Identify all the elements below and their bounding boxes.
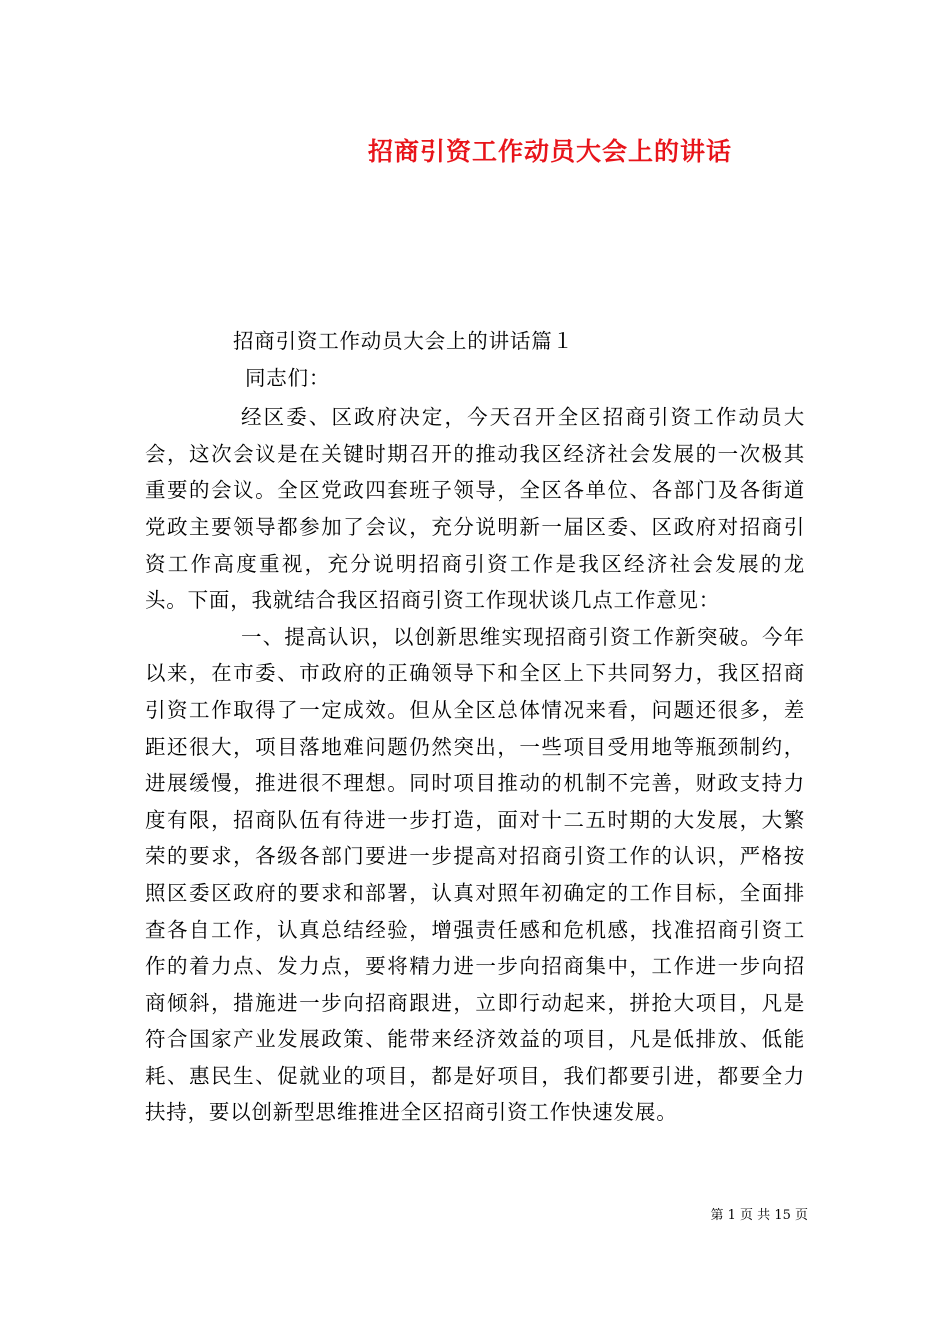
page-number: 第 1 页 共 15 页 <box>710 1208 808 1223</box>
document-body <box>145 323 805 1131</box>
paragraph: 经区委、区政府决定，今天召开全区招商引资工作动员大会，这次会议是在关键时期召开的推动我区经济社会发展的一次极其重要的会议。全区党政四套班子领导，全区各单位、各部门及各街道党政主要领导都参加了会议，充分说明新一届区委、区政府对招商引资工作高度重视，充分说明招商引资工作是我区经济社会发展的龙头。下面，我就结合我区招商引资工作现状谈几点工作意见： <box>145 405 805 613</box>
document-subtitle: 招商引资工作动员大会上的讲话篇１ <box>233 329 574 353</box>
document-title: 招商引资工作动员大会上的讲话 <box>367 137 732 166</box>
greeting: 同志们： <box>245 365 331 390</box>
paragraph: 一、提高认识，以创新思维实现招商引资工作新突破。今年以来，在市委、市政府的正确领导下和全区上下共同努力，我区招商引资工作取得了一定成效。但从全区总体情况来看，问题还很多，差距还很大，项目落地难问题仍然突出，一些项目受用地等瓶颈制约，进展缓慢，推进很不理想。同时项目推动的机制不完善，财政支持力度有限，招商队伍有待进一步打造，面对十二五时期的大发展，大繁荣的要求，各级各部门要进一步提高对招商引资工作的认识，严格按照区委区政府的要求和部署，认真对照年初确定的工作目标，全面排查各自工作，认真总结经验，增强责任感和危机感，找准招商引资工作的着力点、发力点，要将精力进一步向招商集中，工作进一步向招商倾斜，措施进一步向招商跟进，立即行动起来，拼抢大项目，凡是符合国家产业发展政策、能带来经济效益的项目，凡是低排放、低能耗、惠民生、促就业的项目，都是好项目，我们都要引进，都要全力扶持，要以创新型思维推进全区招商引资工作快速发展。 <box>145 624 805 1125</box>
